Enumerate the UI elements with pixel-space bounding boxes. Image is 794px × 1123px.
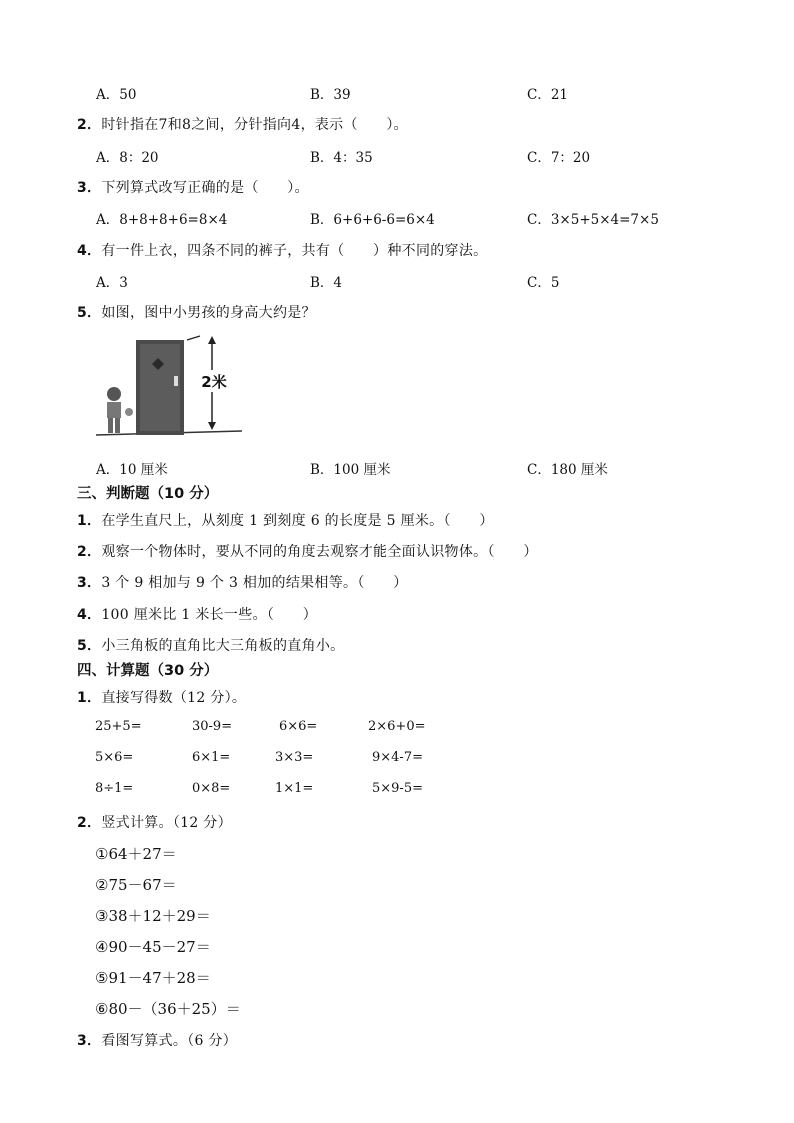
judge-item-2 bbox=[77, 541, 538, 561]
mental-math-cell: 5×6= bbox=[95, 750, 134, 765]
mental-math-cell: 6×6= bbox=[279, 719, 318, 734]
question-text: 直接写得数（12 分）。 bbox=[101, 690, 247, 706]
question-number: 3． bbox=[77, 1033, 102, 1049]
door-panel bbox=[140, 344, 180, 431]
question-text: 时针指在7和8之间，分针指向4，表示（ ）。 bbox=[101, 117, 408, 133]
boy-door-figure bbox=[94, 332, 244, 440]
calc-question-2 bbox=[77, 812, 232, 832]
mental-math-cell: 30-9= bbox=[192, 719, 233, 734]
vertical-calc-item-3: ③38＋12＋29＝ bbox=[95, 907, 211, 925]
question-3 bbox=[77, 177, 309, 197]
boy-leg-right bbox=[115, 418, 120, 433]
q5-option-a: A．10 厘米 bbox=[96, 462, 168, 478]
calc-question-3 bbox=[77, 1030, 237, 1050]
question-text: 看图写算式。（6 分） bbox=[101, 1033, 238, 1049]
item-text: 在学生直尺上，从刻度 1 到刻度 6 的长度是 5 厘米。（ ） bbox=[101, 513, 494, 529]
question-5 bbox=[77, 302, 316, 322]
judge-item-1 bbox=[77, 510, 494, 530]
item-text: 100 厘米比 1 米长一些。（ ） bbox=[101, 607, 318, 623]
boy-head bbox=[107, 387, 121, 401]
item-text: 小三角板的直角比大三角板的直角小。 bbox=[101, 638, 345, 654]
q4-option-a: A．3 bbox=[96, 275, 128, 291]
question-number: 2． bbox=[77, 815, 102, 831]
boy-body bbox=[107, 402, 121, 418]
q1-option-b: B．39 bbox=[310, 87, 351, 103]
q2-option-a: A．8：20 bbox=[96, 150, 159, 166]
vertical-calc-item-2: ②75－67＝ bbox=[95, 876, 177, 894]
item-number: 5． bbox=[77, 638, 102, 654]
question-text: 有一件上衣，四条不同的裤子，共有（ ）种不同的穿法。 bbox=[101, 243, 488, 259]
door-handle bbox=[174, 376, 178, 386]
q5-option-b: B．100 厘米 bbox=[310, 462, 391, 478]
question-text: 下列算式改写正确的是（ ）。 bbox=[101, 180, 309, 196]
ball bbox=[125, 408, 133, 416]
question-2 bbox=[77, 114, 408, 134]
question-number: 5． bbox=[77, 305, 102, 321]
section-4-title: 四、计算题（30 分） bbox=[77, 663, 219, 679]
mental-math-cell: 2×6+0= bbox=[368, 719, 426, 734]
item-number: 3． bbox=[77, 575, 102, 591]
question-number: 2． bbox=[77, 117, 102, 133]
q4-option-b: B．4 bbox=[310, 275, 343, 291]
vertical-calc-item-6: ⑥80－（36＋25）＝ bbox=[95, 1000, 241, 1018]
q5-option-c: C．180 厘米 bbox=[527, 462, 608, 478]
mental-math-cell: 3×3= bbox=[275, 750, 314, 765]
section-3-title: 三、判断题（10 分） bbox=[77, 486, 219, 502]
item-text: 3 个 9 相加与 9 个 3 相加的结果相等。（ ） bbox=[101, 575, 408, 591]
vertical-calc-item-5: ⑤91－47＋28＝ bbox=[95, 969, 211, 987]
mental-math-cell: 9×4-7= bbox=[372, 750, 423, 765]
vertical-calc-item-1: ①64＋27＝ bbox=[95, 845, 177, 863]
mental-math-cell: 8÷1= bbox=[95, 781, 134, 796]
q3-option-b: B．6+6+6-6=6×4 bbox=[310, 212, 435, 228]
judge-item-5 bbox=[77, 635, 344, 655]
item-text: 观察一个物体时，要从不同的角度去观察才能全面认识物体。（ ） bbox=[101, 544, 538, 560]
mental-math-cell: 25+5= bbox=[95, 719, 142, 734]
arrow-up-icon bbox=[208, 336, 216, 344]
calc-question-1 bbox=[77, 687, 246, 707]
question-number: 3． bbox=[77, 180, 102, 196]
mental-math-cell: 6×1= bbox=[192, 750, 231, 765]
mental-math-cell: 5×9-5= bbox=[372, 781, 423, 796]
question-text: 竖式计算。（12 分） bbox=[101, 815, 232, 831]
q2-option-b: B．4：35 bbox=[310, 150, 373, 166]
judge-item-3 bbox=[77, 572, 408, 592]
item-number: 1． bbox=[77, 513, 102, 529]
height-label: 2米 bbox=[201, 373, 227, 391]
q2-option-c: C．7：20 bbox=[527, 150, 591, 166]
q3-option-a: A．8+8+8+6=8×4 bbox=[96, 212, 228, 228]
q3-option-c: C．3×5+5×4=7×5 bbox=[527, 212, 659, 228]
q1-option-a: A．50 bbox=[96, 87, 137, 103]
dimension-top-line bbox=[187, 336, 200, 340]
item-number: 4． bbox=[77, 607, 102, 623]
arrow-down-icon bbox=[208, 422, 216, 430]
q1-option-c: C．21 bbox=[527, 87, 569, 103]
mental-math-cell: 0×8= bbox=[192, 781, 231, 796]
question-number: 4． bbox=[77, 243, 102, 259]
item-number: 2． bbox=[77, 544, 102, 560]
question-4 bbox=[77, 240, 487, 260]
question-text: 如图，图中小男孩的身高大约是？ bbox=[101, 305, 316, 321]
q4-option-c: C．5 bbox=[527, 275, 560, 291]
judge-item-4 bbox=[77, 604, 317, 624]
mental-math-cell: 1×1= bbox=[275, 781, 314, 796]
vertical-calc-item-4: ④90－45－27＝ bbox=[95, 938, 211, 956]
question-number: 1． bbox=[77, 690, 102, 706]
boy-leg-left bbox=[108, 418, 113, 433]
